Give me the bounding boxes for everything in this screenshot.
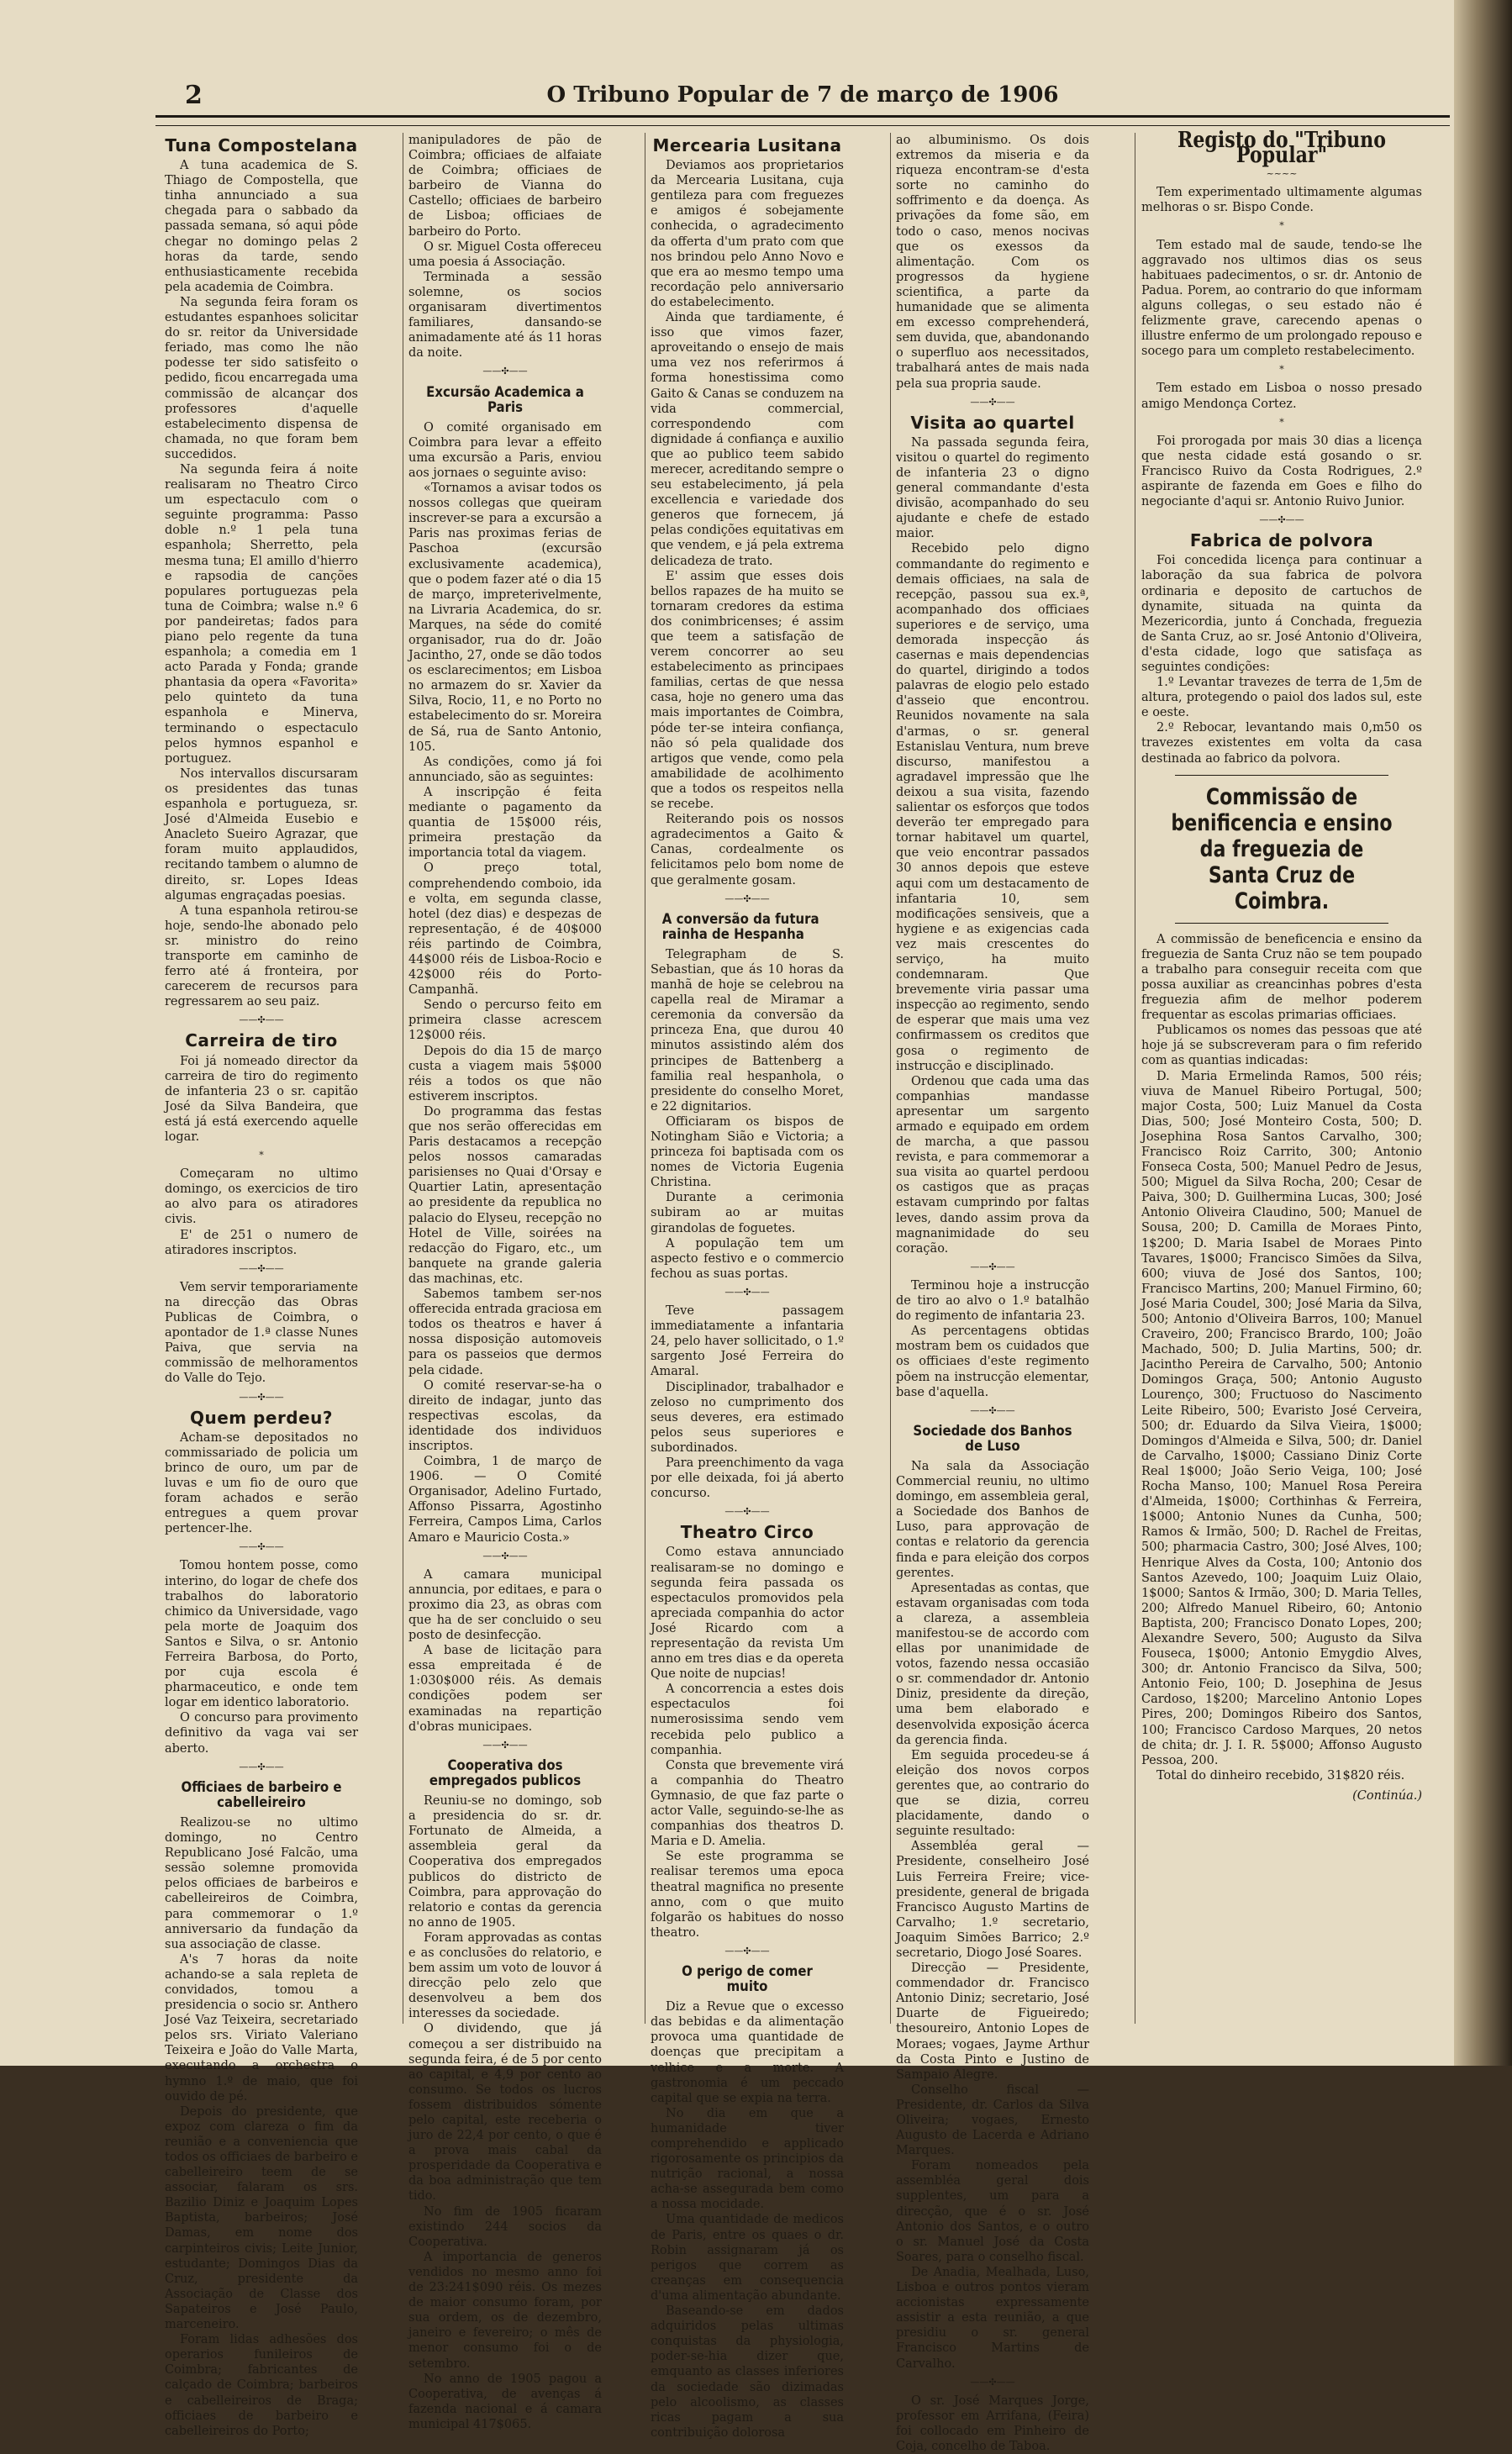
masthead [155, 81, 1450, 114]
ornament-divider: ——✣—— [482, 1739, 528, 1751]
article-paragraph: A tuna espanhola retirou-se hoje, sendo-lhe abonado pelo sr. ministro do reino transporte em caminho de ferro até á fronteira, por carecerem de recursos para regressarem ao seu paiz. [165, 903, 358, 1009]
column-divider [890, 133, 891, 2024]
article-paragraph: A concorrencia a estes dois espectaculos foi numerosissima sendo vem recebida pelo publico a companhia. [651, 1683, 844, 1757]
ornament-divider: ——✣—— [1259, 514, 1304, 526]
ornament-divider: ——✣—— [239, 1541, 284, 1553]
headline-registo: Registo do "Tribuno Popular" [1177, 128, 1386, 169]
article-paragraph: Depois do presidente, que expoz com clareza o fim da reunião e a conveniencia que todos os officiaes de barbeiro e cabelleireiro teem de se associar, falaram os srs. Bazilio Diniz e Joaquim Lopes Baptista, barbeiros; José Damas, em nome dos carpinteiros civis; Leite Junior, estudante; Domingos Dias da Cruz, presidente da Associação de Classe dos Sapateiros e José Paulo, marceneiro. [165, 2104, 358, 2332]
headline-banhos-luso: Sociedade dos Banhos de Luso [913, 1422, 1072, 1455]
article-paragraph: Começaram no ultimo domingo, os exercicios de tiro ao alvo para os atiradores civis. [165, 1167, 358, 1227]
total-received: Total do dinheiro recebido, 31$820 réis. [1156, 1768, 1405, 1783]
article-paragraph: Do programma das festas que nos serão offerecidas em Paris destacamos a recepção pelos nossos camaradas parisienses no Quai d'Orsay e Quartier Latin, apresentação ao presidente da republica no palacio do Elyseu, recepção no Hotel de Ville, soirées na redacção do Figaro, etc., um banquete na grande galeria das machinas, etc. [408, 1104, 602, 1286]
article-paragraph: Foi concedida licença para continuar a laboração da sua fabrica de polvora ordinaria e deposito de cartuchos de dynamite, situada na quinta da Mezericordia, junto á Conchada, freguezia de Santa Cruz, ao sr. José Antonio d'Oliveira, d'esta cidade, logo que satisfaça as seguintes condições: [1141, 554, 1422, 674]
article-paragraph: A inscripção é feita mediante o pagamento da quantia de 15$000 réis, primeira prestação da importancia total da viagem. [408, 785, 602, 861]
column-2 [408, 133, 602, 2431]
ornament-divider: ——✣—— [970, 396, 1015, 408]
article-paragraph: Em seguida procedeu-se á eleição dos novos corpos gerentes que, ao contrario do que se dizia, correu placidamente, dando o seguinte resultado: [896, 1748, 1089, 1839]
headline-fabrica-polvora: Fabrica de polvora [1189, 530, 1374, 551]
article-paragraph: Reiterando pois os nossos agradecimentos a Gaito & Canas, cordealmente os felicitamos pelo bom nome de que geralmente gosam. [651, 813, 844, 887]
article-paragraph: A's 7 horas da noite achando-se a sala repleta de convidados, tomou a presidencia o socio sr. Anthero José Vaz Teixeira, secretariado pelos srs. Viriato Valeriano Teixeira e João do Valle Marta, executando a orchestra o hymno 1.º de maio, que foi ouvido de pé. [165, 1952, 358, 2104]
article-paragraph: Uma quantidade de medicos de Paris, entre os quaes o dr. Robin assignaram já os perigos que correm as creanças em consequencia d'uma alimentação abundante. [651, 2213, 844, 2303]
page-edge [1454, 0, 1512, 2066]
ornament-divider: ——✣—— [970, 1404, 1015, 1416]
article-paragraph: ao albuminismo. Os dois extremos da miseria e da riqueza encontram-se d'esta sorte no caminho do soffrimento e da doença. As privações da fome são, em todo o caso, menos nocivas que os exessos da alimentação. Com os progressos da hygiene scientifica, a parte da humanidade que se alimenta em excesso comprehenderá, sem duvida, que, abandonando o superfluo aos necessitados, trabalhará antes de mais nada pela sua propria saude. [896, 134, 1089, 391]
article-paragraph: Como estava annunciado realisaram-se no domingo e segunda feira passada os espectaculos promovidos pela apreciada companhia do actor José Ricardo com a representação da revista Um anno em tres dias e da opereta Que noite de nupcias! [651, 1546, 844, 1682]
ornament-star: * [1279, 416, 1284, 428]
article-paragraph: O concurso para provimento definitivo da vaga vai ser aberto. [165, 1711, 358, 1756]
article-paragraph: Se este programma se realisar teremos uma epoca theatral magnifica no presente anno, com o que muito folgarão os habitues do nosso theatro. [651, 1850, 844, 1940]
article-paragraph: Terminada a sessão solemne, os socios organisaram divertimentos familiares, dansando-se animadamente até ás 11 horas da noite. [408, 270, 602, 361]
article-paragraph: Coimbra, 1 de março de 1906. — O Comité Organisador, Adelino Furtado, Affonso Pissarra, Agostinho Ferreira, Campos Lima, Carlos Amaro e Mauricio Costa.» [408, 1455, 602, 1545]
headline-visita-quartel: Visita ao quartel [910, 412, 1075, 433]
article-paragraph: O comité organisado em Coimbra para levar a effeito uma excursão a Paris, enviou aos jornaes o seguinte aviso: [408, 420, 602, 480]
article-paragraph: Recebido pelo digno commandante do regimento e demais officiaes, na sala de recepção, passou sua ex.ª, acompanhado dos officiaes superiores e de serviço, uma demorada inspecção ás casernas e mais dependencias do quartel, dirigindo a todos palavras de elogio pelo estado d'asseio que encontrou. Reunidos novamente na sala d'armas, o sr. general Estanislau Ventura, num breve discurso, manifestou a agradavel impressão que lhe deixou a sua visita, fazendo salientar os esforços que todos deverão ter empregado para tornar habitavel um quartel, que veio encontrar passados 30 annos depois que esteve aqui com um destacamento de infantaria 10, sem modificações sensiveis, que a hygiene e as exigencias cada vez mais crescentes do serviço, ha muito condemnaram. Que brevemente viria passar uma inspecção ao regimento, sendo de esperar que mais uma vez confirmassem os creditos que gosa o regimento de instrucção e disciplinado. [896, 542, 1089, 1073]
article-paragraph: A população tem um aspecto festivo e o commercio fechou as suas portas. [651, 1236, 844, 1281]
section-rule [1175, 775, 1388, 776]
article-paragraph: No anno de 1905 pagou a Cooperativa, de avenças á fazenda nacional e á camara municipal 417$065. [408, 2372, 602, 2431]
article-paragraph: No dia em que a humanidade tiver comprehendido e applicado rigorosamente os principios da nutrição racional, a nossa acha-se assegurada bem como a nossa mocidade. [651, 2106, 844, 2212]
article-paragraph: Acham-se depositados no commissariado de policia um brinco de ouro, um par de luvas e um fio de ouro que foram achados e serão entregues a quem provar pertencer-lhe. [165, 1430, 358, 1536]
article-paragraph: Officiaram os bispos de Notingham Sião e Victoria; a princeza foi baptisada com os nomes de Victoria Eugenia Christina. [651, 1114, 844, 1190]
article-paragraph: Baseando-se em dados adquiridos pelas ultimas conquistas da physiologia, poder-se-hia dizer que, emquanto as classes inferiores da sociedade são dizimadas pelo alcoolismo, as classes ricas pagam a sua contribuição dolorosa [651, 2304, 844, 2440]
article-paragraph: «Tornamos a avisar todos os nossos collegas que queiram inscrever-se para a excursão a Paris nas proximas ferias de Paschoa (excursão exclusivamente academica), que o podem fazer até o dia 15 de março, impreterivelmente, na Livraria Academica, do sr. Marques, na séde do comité organisador, rua do dr. João Jacintho, 27, onde se dão todos os esclarecimentos; em Lisboa no armazem do sr. Xavier da Silva, Rocio, 11, e no Porto no estabelecimento do sr. Moreira de Sá, rua de Santo Antonio, 105. [408, 482, 602, 754]
article-paragraph: Na segunda feira foram os estudantes espanhoes solicitar do sr. reitor da Universidade feriado, mas como lhe não podesse ter sido satisfeito o pedido, ficou encarregada uma commissão de alcançar dos professores d'aquelle estabelecimento dispensa de chamada, no que foram bem succedidos. [165, 295, 358, 461]
ornament-divider: ——✣—— [482, 366, 528, 377]
newspaper-title: O Tribuno Popular de 7 de março de 1906 [546, 82, 1059, 108]
article-paragraph: Reuniu-se no domingo, sob a presidencia do sr. dr. Fortunato de Almeida, a assembleia geral da Cooperativa dos empregados publicos do districto de Coimbra, para approvação do relatorio e contas da gerencia no anno de 1905. [408, 1794, 602, 1930]
ornament-divider: ——✣—— [239, 1761, 284, 1772]
page-number: 2 [185, 81, 203, 110]
headline-quem-perdeu: Quem perdeu? [189, 1407, 334, 1428]
article-paragraph: Diz a Revue que o excesso das bebidas e da alimentação provoca uma quantidade de doenças que precipitam a velhice e a morte. A gastronomia é um peccado capital que se expia na terra. [651, 2000, 844, 2105]
ornament-star: * [259, 1150, 264, 1161]
continued-note: (Continúa.) [1352, 1788, 1422, 1803]
article-paragraph: O preço total, comprehendendo comboio, ida e volta, em segunda classe, hotel (dez dias) e despezas de representação, é de 40$000 réis partindo de Coimbra, 44$000 réis de Lisboa-Rocio e 42$000 réis do Porto-Campanhã. [408, 861, 602, 998]
article-paragraph: Foram approvadas as contas e as conclusões do relatorio, e bem assim um voto de louvor á direcção pelo zelo que desenvolveu a bem dos interesses da sociedade. [408, 1930, 602, 2021]
column-1 [165, 133, 358, 2438]
article-paragraph: Disciplinador, trabalhador e zeloso no cumprimento dos seus deveres, era estimado pelos seus superiores e subordinados. [651, 1380, 844, 1455]
article-paragraph: No fim de 1905 ficaram existindo 244 socios da Cooperativa. [408, 2204, 602, 2249]
article-paragraph: O dividendo, que já começou a ser distribuido na segunda feira, é de 5 por cento ao capital, e 4,9 por cento ao consumo. Se todos os lucros fossem distribuidos sómente pelo capital, este receberia o juro de 22,4 por cento, o que é a prova mais cabal da prosperidade da Cooperativa e da boa administração que tem tido. [408, 2022, 602, 2204]
ornament-divider: ——✣—— [724, 1286, 770, 1298]
ornament-divider: ——✣—— [970, 1261, 1015, 1272]
ornament-divider: ——✣—— [482, 1550, 528, 1561]
article-paragraph: Foram lidas adhesões dos operarios funileiros de Coimbra; fabricantes de calçado de Coimbra; barbeiros e cabelleireiros de Braga; officiaes de barbeiro e cabelleireiros do Porto; [165, 2333, 358, 2438]
article-paragraph: Tem estado mal de saude, tendo-se lhe aggravado nos ultimos dias os seus habituaes padecimentos, o sr. dr. Antonio de Padua. Porem, ao contrario do que informam alguns collegas, o seu estado não é felizmente grave, carecendo apenas o illustre enfermo de um prolongado repouso e socego para um completo restabelecimento. [1141, 238, 1422, 359]
article-paragraph: Publicamos os nomes das pessoas que até hoje já se subscreveram para o fim referido com as quantias indicadas: [1141, 1024, 1422, 1068]
article-paragraph: Deviamos aos proprietarios da Mercearia Lusitana, cuja gentileza para com freguezes e amigos é sobejamente conhecida, o agradecimento da offerta d'um prato com que nos brindou pelo Anno Novo e que era ao mesmo tempo uma recordação pelo anniversario do estabelecimento. [651, 159, 844, 309]
subscriber-list: D. Maria Ermelinda Ramos, 500 réis; viuva de Manuel Ribeiro Portugal, 500; major Costa, 500; Luiz Manuel da Costa Dias, 500; José Monteiro Costa, 500; D. Josephina Rosa Santos Carvalho, 300; Francisco Roiz Carrito, 300; Antonio Fonseca Costa, 500; Manuel Pedro de Jesus, 500; Miguel da Silva Rocha, 200; Cesar de Paiva, 300; D. Guilhermina Lucas, 300; José Antonio Oliveira Claudino, 500; Manuel de Sousa, 200; D. Camilla de Moraes Pinto, 1$200; D. Maria Isabel de Moraes Pinto Tavares, 1$000; Francisco Simões da Silva, 600; viuva de José dos Santos, 100; Francisco Martins, 200; Manuel Firmino, 60; José Maria Coudel, 300; José Maria da Silva, 500; Antonio d'Oliveira Barros, 100; Manuel Craveiro, 200; Francisco Brardo, 100; João Machado, 500; D. Julia Martins, 500; dr. Jacintho Pereira de Carvalho, 500; Antonio Domingos Graça, 500; Antonio Augusto Lourenço, 300; Fructuoso do Nascimento Leite Ribeiro, 500; Evaristo José Cerveira, 500; dr. Eduardo da Silva Vieira, 1$000; Domingos d'Almeida e Silva, 500; dr. Daniel de Carvalho, 1$000; Cassiano Diniz Corte Real 1$000; João Serio Veiga, 100; José Rocha Manso, 100; Manuel Rosa Pereira d'Almeida, 1$000; Corthinhas & Ferreira, 1$000; Antonio Nunes da Cunha, 500; Ramos & Irmão, 500; D. Rachel de Freitas, 500; pharmacia Castro, 300; José Alves, 100; Henrique Alves da Costa, 100; Antonio dos Santos Azevedo, 100; Joaquim Luiz Olaio, 1$000; Santos & Irmão, 300; D. Maria Telles, 200; Alfredo Manuel Ribeiro, 60; Antonio Baptista, 200; Francisco Donato Lopes, 200; Alexandre Severo, 500; Augusto da Silva Fouseca, 1$000; Antonio Emygdio Alves, 300; dr. Antonio Francisco da Silva, 500; Antonio Feio, 100; D. Josephina de Jesus Cardoso, 1$200; Marcelino Antonio Lopes Pires, 200; Domingos Ribeiro dos Santos, 100; Francisco Cardoso Marques, 20 netos de chita; dr. J. I. R. 5$000; Affonso Augusto Pessoa, 200. [1141, 1069, 1422, 1767]
article-paragraph: A camara municipal annuncia, por editaes, e para o proximo dia 23, as obras com que ha de ser concluido o seu posto de desinfecção. [408, 1567, 602, 1643]
article-paragraph: As condições, como já foi annunciado, são as seguintes: [408, 755, 602, 784]
article-paragraph: E' de 251 o numero de atiradores inscriptos. [165, 1228, 358, 1257]
article-paragraph: manipuladores de pão de Coimbra; officiaes de alfaiate de Coimbra; officiaes de barbeiro de Vianna do Castello; officiaes de barbeiro de Lisboa; officiaes de barbeiro do Porto. [408, 134, 602, 239]
article-paragraph: Nos intervallos discursaram os presidentes das tunas espanhola e portugueza, sr. José d'Almeida Eusebio e Anacleto Sueiro Agrazar, que foram muito applaudidos, recitando tambem o alumno de direito, sr. Lopes Ideas algumas engraçadas poesias. [165, 766, 358, 903]
article-paragraph: Vem servir temporariamente na direcção das Obras Publicas de Coimbra, o apontador de 1.ª classe Nunes Paiva, que servia na commissão de melhoramentos do Valle do Tejo. [165, 1280, 358, 1386]
article-paragraph: Ainda que tardiamente, é isso que vimos fazer, aproveitando o ensejo de mais uma vez nos referirmos á forma honestissima como Gaito & Canas se conduzem na vida commercial, correspondendo com dignidade á confiança e auxilio que ao publico teem sabido merecer, acreditando sempre o seu estabelecimento, já pela excellencia e variedade dos generos que fornecem, já pelas condições equitativas em que vendem, e já pela extrema delicadeza de trato. [651, 311, 844, 568]
article-paragraph: Direcção — Presidente, commendador dr. Francisco Antonio Diniz; secretario, José Duarte de Figueiredo; thesoureiro, Antonio Lopes de Moraes; vogaes, Jayme Arthur da Costa Pinto e Justino de Sampaio Alegre. [896, 1962, 1089, 2082]
headline-conversao-rainha: A conversão da futura rainha de Hespanha [661, 910, 819, 943]
article-paragraph: Teve passagem immediatamente a infantaria 24, pelo haver sollicitado, o 1.º sargento José Ferreira do Amaral. [651, 1304, 844, 1379]
article-paragraph: Tomou hontem posse, como interino, do logar de chefe dos trabalhos do laboratorio chimico da Universidade, vago pela morte de Joaquim dos Santos e Silva, o sr. Antonio Ferreira Barbosa, do Porto, por cuja escola é pharmaceutico, e onde tem logar em identico laboratorio. [165, 1559, 358, 1710]
ornament-divider: ——✣—— [724, 893, 770, 904]
article-paragraph: 2.º Rebocar, levantando mais 0,m50 os travezes existentes em volta da casa destinada ao fabrico da polvora. [1141, 721, 1422, 766]
article-paragraph: A commissão de beneficencia e ensino da freguezia de Santa Cruz não se tem poupado a trabalho para conseguir receita com que possa auxiliar as creancinhas pobres d'esta freguezia afim de melhor poderem frequentar as escolas primarias officiaes. [1141, 932, 1422, 1023]
section-rule [1175, 923, 1388, 924]
article-paragraph: A importancia de generos vendidos no mesmo anno foi de 23:241$090 réis. Os mezes de maior consumo foram, por sua ordem, os de dezembro, janeiro e fevereiro; o mês de menor consumo foi o de setembro. [408, 2250, 602, 2371]
headline-mercearia-lusitana: Mercearia Lusitana [652, 135, 842, 155]
article-paragraph: O comité reservar-se-ha o direito de indagar, junto das respectivas escolas, da identidade dos individuos inscriptos. [408, 1378, 602, 1453]
article-paragraph: Na segunda feira á noite realisaram no Theatro Circo um espectaculo com o seguinte programma: Passo doble n.º 1 pela tuna espanhola; Sherretto, pela mesma tuna; El amillo d'hierro e rapsodia de canções populares portuguezas pela tuna de Coimbra; walse n.º 6 por pandeiretas; fados para piano pelo regente da tuna espanhola; a comedia em 1 acto Parada y Fonda; grande phantasia da opera «Favorita» pelo quinteto da tuna espanhola e Minerva, terminando o espectaculo pelos hymnos espanhol e portuguez. [165, 462, 358, 766]
ornament-divider: ——✣—— [724, 1945, 770, 1956]
ornament-star: * [1279, 220, 1284, 232]
article-paragraph: Tem estado em Lisboa o nosso presado amigo Mendonça Cortez. [1141, 382, 1422, 411]
headline-commissao-beneficencia: Commissão de benificencia e ensino da freguezia de Santa Cruz de Coimbra. [1171, 783, 1393, 914]
article-paragraph: Foi já nomeado director da carreira de tiro do regimento de infanteria 23 o sr. capitão José da Silva Bandeira, que está já está exercendo aquelle logar. [165, 1054, 358, 1144]
article-paragraph: Tem experimentado ultimamente algumas melhoras o sr. Bispo Conde. [1141, 186, 1422, 215]
article-paragraph: 1.º Levantar travezes de terra de 1,5m de altura, protegendo o paiol dos lados sul, este e oeste. [1141, 676, 1422, 720]
headline-tuna-compostelana: Tuna Compostelana [165, 135, 358, 155]
article-paragraph: Terminou hoje a instrucção de tiro ao alvo o 1.º batalhão do regimento de infantaria 23. [896, 1278, 1089, 1324]
headline-theatro-circo: Theatro Circo [680, 1522, 814, 1543]
column-5 [1141, 128, 1422, 2024]
article-paragraph: Para preenchimento da vaga por elle deixada, foi já aberto concurso. [651, 1456, 844, 1501]
article-paragraph: Telegrapham de S. Sebastian, que ás 10 horas da manhã de hoje se celebrou na capella real de Miramar a ceremonia da conversão da princeza Ena, que durou 40 minutos assistindo além dos principes de Battenberg a familia real hespanhola, o presidente do conselho Moret, e 22 dignitarios. [651, 947, 844, 1114]
article-paragraph: Na sala da Associação Commercial reuniu, no ultimo domingo, em assembleia geral, a Sociedade dos Banhos de Luso, para approvação de contas e relatorio da gerencia finda e para eleição dos corpos gerentes. [896, 1459, 1089, 1580]
article-paragraph: O sr. Miguel Costa offereceu uma poesia á Associação. [408, 240, 602, 269]
article-paragraph: A tuna academica de S. Thiago de Compostella, que tinha annunciado a sua chegada para o sabbado da passada semana, só aqui pôde chegar no domingo pelas 2 horas da tarde, sendo enthusiasticamente recebida pela academia de Coimbra. [165, 159, 358, 294]
article-paragraph: Conselho fiscal — Presidente, dr. Carlos da Silva Oliveira; vogaes, Ernesto Augusto de Lacerda e Adriano Marques. [896, 2083, 1089, 2158]
article-paragraph: Apresentadas as contas, que estavam organisadas com toda a clareza, a assembleia manifestou-se de accordo com ellas por unanimidade de votos, fazendo nessa occasião o sr. commendador dr. Antonio Diniz, presidente da direção, uma bem elaborado e desenvolvida exposição ácerca da gerencia finda. [896, 1581, 1089, 1747]
ornament-divider: ——✣—— [970, 2376, 1015, 2388]
headline-cooperativa: Cooperativa dos empregados publicos [429, 1756, 582, 1789]
ornament-star: * [1279, 364, 1284, 376]
ornament-divider: ——✣—— [239, 1262, 284, 1274]
ornament-divider: ——✣—— [239, 1391, 284, 1403]
article-paragraph: Sabemos tambem ser-nos offerecida entrada graciosa em todos os theatros e haver á nossa disposição automoveis para os passeios que dermos pela cidade. [408, 1288, 602, 1377]
article-paragraph: Foram nomeados pela assembléa geral dois supplentes, um para a direcção, que é o sr. José Antonio dos Santos, e o outro o sr. Manuel José da Costa Soares, para o conselho fiscal. [896, 2159, 1089, 2264]
column-4 [896, 133, 1089, 2453]
ornament-squiggle: ~~~~ [1266, 168, 1298, 180]
headline-excursao-academica: Excursão Academica a Paris [426, 383, 584, 416]
column-3 [651, 133, 844, 2440]
masthead-rule [155, 115, 1450, 126]
headline-officiaes-barbeiro: Officiaes de barbeiro e cabelleireiro [181, 1778, 342, 1811]
article-paragraph: Sendo o percurso feito em primeira classe acrescem 12$000 réis. [408, 998, 602, 1043]
article-paragraph: Foi prorogada por mais 30 dias a licença que nesta cidade está gosando o sr. Francisco Ruivo da Costa Rodrigues, 2.º aspirante de fazenda em Goes e filho do negociante d'aqui sr. Antonio Ruivo Junior. [1141, 434, 1422, 509]
article-paragraph: E' assim que esses dois bellos rapazes de ha muito se tornaram credores da estima dos conimbricenses; é assim que teem a satisfação de verem concorrer ao seu estabelecimento as principaes familias, certas de que nessa casa, hoje no genero uma das mais importantes de Coimbra, póde ter-se inteira confiança, não só pela qualidade dos artigos que vende, como pela amabilidade de acolhimento que a todos os respeitos nella se recebe. [651, 569, 844, 812]
headline-carreira-de-tiro: Carreira de tiro [185, 1030, 338, 1051]
ornament-divider: ——✣—— [724, 1506, 770, 1518]
article-paragraph: Realizou-se no ultimo domingo, no Centro Republicano José Falcão, uma sessão solemne promovida pelos officiaes de barbeiros e cabelleireiros de Coimbra, para commemorar o 1.º anniversario da fundação da sua associação de classe. [165, 1815, 358, 1951]
article-paragraph: Depois do dia 15 de março custa a viagem mais 5$000 réis a todos os que não estiverem inscriptos. [408, 1044, 602, 1103]
article-paragraph: A base de licitação para essa empreitada é de 1:030$000 réis. As demais condições podem ser examinadas na repartição d'obras municipaes. [408, 1644, 602, 1734]
headline-perigo-comer: O perigo de comer muito [682, 1962, 813, 1996]
article-paragraph: Na passada segunda feira, visitou o quartel do regimento de infanteria 23 o digno general commandante d'esta divisão, acompanhado do seu ajudante e chefe de estado maior. [896, 435, 1089, 541]
article-paragraph: Ordenou que cada uma das companhias mandasse apresentar um sargento armado e equipado em ordem de marcha, a que passou revista, e para commemorar a sua visita ao quartel perdoou os castigos que as praças estavam cumprindo por faltas leves, dando assim prova da magnanimidade do seu coração. [896, 1074, 1089, 1256]
article-paragraph: Assembléa geral — Presidente, conselheiro José Luis Ferreira Freire; vice-presidente, general de brigada Francisco Augusto Martins de Carvalho; 1.º secretario, Joaquim Simões Barrico; 2.º secretario, Diogo José Soares. [896, 1840, 1089, 1960]
article-paragraph: De Anadia, Mealhada, Luso, Lisboa e outros pontos vieram accionistas expressamente assistir a esta reunião, a que presidiu o sr. general Francisco Martins de Carvalho. [896, 2265, 1089, 2371]
ornament-divider: ——✣—— [239, 1014, 284, 1026]
article-paragraph: O sr. José Marques Jorge, professor em Arrifana, (Feira) foi collocado em Pinheiro de Coja, concelho de Taboa. [896, 2393, 1089, 2453]
article-paragraph: Durante a cerimonia subiram ao ar muitas girandolas de foguetes. [651, 1191, 844, 1235]
article-paragraph: As percentagens obtidas mostram bem os cuidados que os officiaes d'este regimento põem na instrucção elementar, base d'aquella. [896, 1324, 1089, 1399]
article-paragraph: Consta que brevemente virá a companhia do Theatro Gymnasio, de que faz parte o actor Valle, seguindo-se-lhe as companhias dos theatros D. Maria e D. Amelia. [651, 1758, 844, 1849]
